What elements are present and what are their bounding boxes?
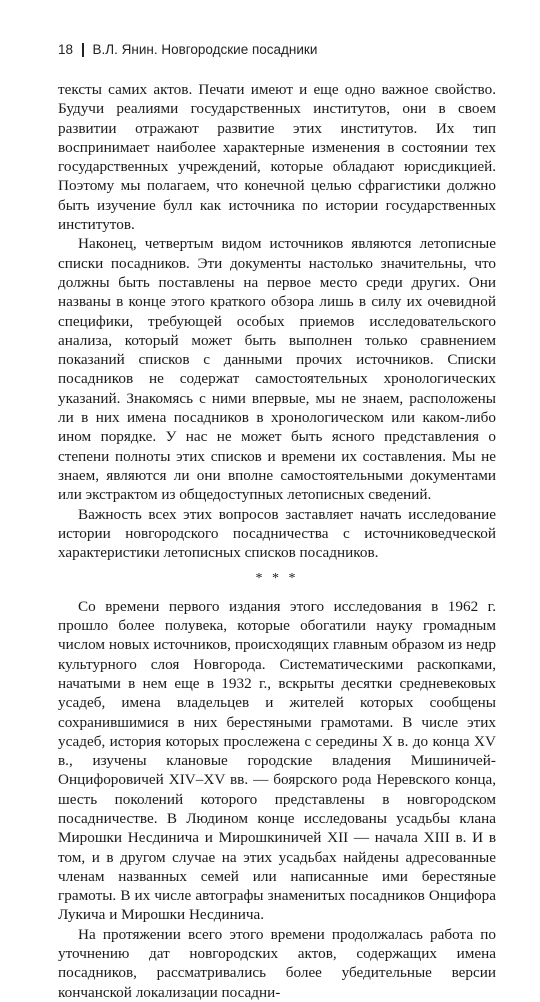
- paragraph-2: Наконец, четвертым видом источников являются летописные списки посадников. Эти документы настолько значительны, что должны быть поставлены на первое место среди других. Они названы в конце этого краткого обзора лишь в силу их очевидной специфики, требующей особых приемов исследовательского анализа, который может быть выполнен только сравнением показаний списков с данными прочих источников. Списки посадников не содержат самостоятельных хронологических указаний. Знакомясь с ними впервые, мы не знаем, расположены ли в них имена посадников в хронологическом или каком-либо ином порядке. У нас не может быть ясного представления о степени полноты этих списков и времени их составления. Мы не знаем, являются ли они вполне самостоятельными документами или экстрактом из общедоступных летописных сведений.: [58, 235, 496, 504]
- page-number: 18: [58, 42, 74, 57]
- header-divider: [82, 43, 84, 57]
- running-title: В.Л. Янин. Новгородские посадники: [92, 42, 318, 57]
- body-text: [58, 80, 496, 1002]
- paragraph-1: тексты самих актов. Печати имеют и еще одно важное свойство. Будучи реалиями государственных институтов, они в своем развитии отражают развитие этих институтов. Их тип воспринимает наиболее характерные изменения в состоянии тех государственных учреждений, которые обладают юрисдикцией. Поэтому мы полагаем, что конечной целью сфрагистики должно быть изучение булл как источника по истории государственных институтов.: [58, 81, 496, 234]
- paragraph-3: Важность всех этих вопросов заставляет начать исследование истории новгородского посадничества с источниковедческой характеристики летописных списков посадников.: [58, 505, 496, 562]
- paragraph-5: На протяжении всего этого времени продолжалась работа по уточнению дат новгородских актов, содержащих имена посадников, рассматривались более убедительные версии кончанской локализации посадни-: [58, 925, 496, 1001]
- running-header: [58, 42, 317, 57]
- paragraph-4: Со времени первого издания этого исследования в 1962 г. прошло более полувека, которые обогатили науку громадным числом новых источников, происходящих главным образом из недр культурного слоя Новгорода. Систематическими раскопками, начатыми в нем еще в 1932 г., вскрыты десятки средневековых усадеб, имена владельцев и жителей которых сообщены сохранившимися в них берестяными грамотами. В числе этих усадеб, история которых прослежена с середины X в. до конца XV в., изучены клановые городские владения Мишиничей-Онцифоровичей XIV–XV вв. — боярского рода Неревского конца, шесть поколений которого представлены в новгородском посадничестве. В Людином конце исследованы усадьбы клана Мирошки Несдинича и Мирошкиничей XII — начала XIII в. И в том, и в другом случае на этих усадьбах найдены адресованные членам названных семей или написанные ими берестяные грамоты. В их числе автографы знаменитых посадников Онцифора Лукича и Мирошки Несдинича.: [58, 597, 496, 924]
- section-separator: * * *: [255, 571, 299, 587]
